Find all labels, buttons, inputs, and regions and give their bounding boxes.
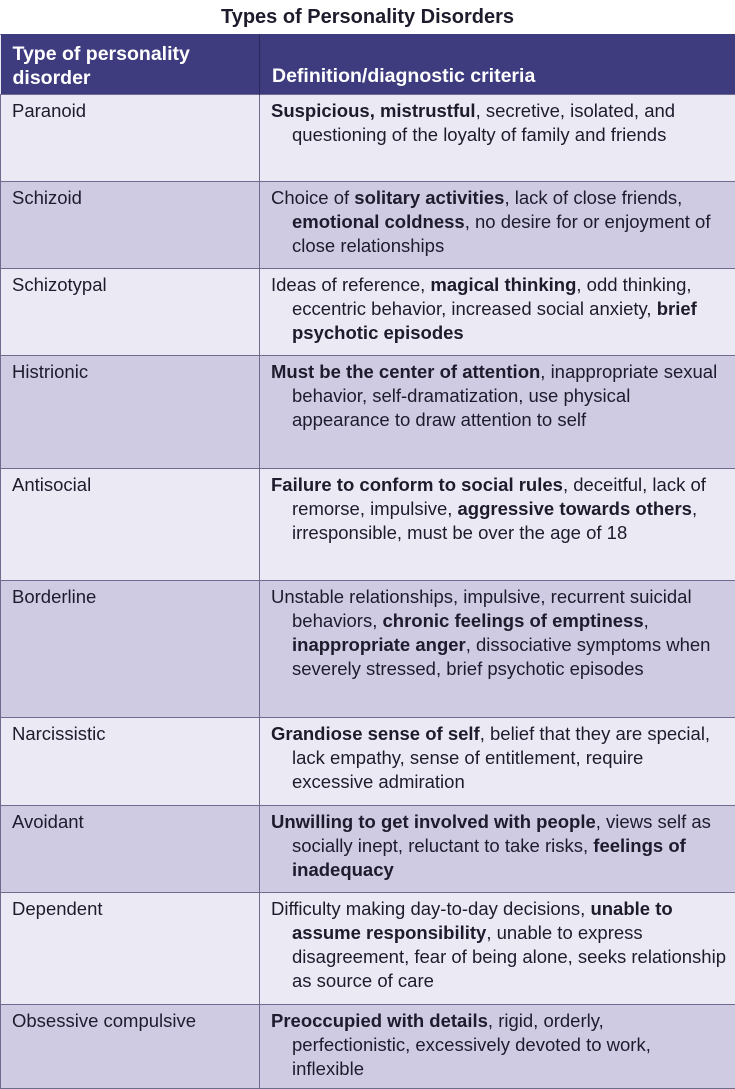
definition-fragment: Difficulty making day-to-day decisions, [271,898,590,919]
definition-fragment: , views self as socially inept, reluctant to take risks, [292,811,711,856]
table-row [1,94,735,181]
definition-fragment: , no desire for or enjoyment of close relationships [292,211,711,256]
column-header-type: Type of personality disorder [1,34,260,94]
definition-fragment: , odd thinking, eccentric behavior, increased social anxiety, [292,274,692,319]
definition-text [271,1009,727,1081]
disorder-type-cell: Dependent [1,892,260,1004]
table-header-row [1,34,735,94]
definition-fragment: , inappropriate sexual behavior, self-dramatization, use physical appearance to draw attention to self [292,361,717,430]
definition-key-term: emotional coldness [292,211,465,232]
table-row [1,181,735,268]
table-row [1,355,735,468]
disorder-type-cell: Borderline [1,580,260,717]
disorder-type-cell: Histrionic [1,355,260,468]
definition-cell [260,717,735,805]
definition-fragment: Ideas of reference, [271,274,430,295]
definition-key-term: Preoccupied with details [271,1010,488,1031]
definition-key-term: aggressive towards others [458,498,692,519]
definition-key-term: chronic feelings of emptiness [383,610,644,631]
disorder-type-cell: Schizotypal [1,268,260,355]
disorder-type-cell: Paranoid [1,94,260,181]
definition-key-term: unable to assume responsibility [292,898,673,943]
table-row [1,1004,735,1088]
definition-fragment: , rigid, orderly, perfectionistic, excessively devoted to work, inflexible [292,1010,651,1079]
disorder-type-cell: Narcissistic [1,717,260,805]
table-row [1,580,735,717]
disorder-type-cell: Schizoid [1,181,260,268]
definition-fragment: , lack of close friends, [504,187,682,208]
table-title: Types of Personality Disorders [0,0,735,35]
definition-key-term: feelings of inadequacy [292,835,686,880]
definition-cell [260,94,735,181]
definition-key-term: brief psychotic episodes [292,298,697,343]
definition-text [271,99,727,147]
disorder-type-cell: Avoidant [1,805,260,892]
definition-text [271,273,727,345]
definition-text [271,473,727,545]
disorder-type-cell: Obsessive compulsive [1,1004,260,1088]
definition-fragment: , dissociative symptoms when severely stressed, brief psychotic episodes [292,634,710,679]
definition-cell [260,268,735,355]
definition-fragment: Choice of [271,187,354,208]
definition-cell [260,181,735,268]
definition-key-term: Grandiose sense of self [271,723,480,744]
definition-cell [260,892,735,1004]
definition-text [271,897,727,993]
disorder-type-cell: Antisocial [1,468,260,580]
definition-fragment: , secretive, isolated, and questioning of the loyalty of family and friends [292,100,675,145]
definition-fragment: , [644,610,649,631]
table-row [1,468,735,580]
table-row [1,892,735,1004]
table-row [1,268,735,355]
definition-cell [260,580,735,717]
definition-fragment: Unstable relationships, impulsive, recurrent suicidal behaviors, [271,586,692,631]
definition-key-term: Unwilling to get involved with people [271,811,596,832]
definition-cell [260,355,735,468]
definition-cell [260,805,735,892]
personality-disorders-table [0,34,735,1089]
definition-fragment: , deceitful, lack of remorse, impulsive, [292,474,706,519]
definition-key-term: inappropriate anger [292,634,466,655]
definition-cell [260,1004,735,1088]
definition-text [271,360,727,432]
definition-key-term: Must be the center of attention [271,361,540,382]
definition-key-term: solitary activities [354,187,504,208]
definition-fragment: , unable to express disagreement, fear of being alone, seeks relationship as source of care [292,922,726,991]
definition-text [271,186,727,258]
definition-cell [260,468,735,580]
definition-text [271,585,727,681]
definition-fragment: , belief that they are special, lack empathy, sense of entitlement, require excessive admiration [292,723,710,792]
definition-key-term: Suspicious, mistrustful [271,100,476,121]
definition-text [271,722,727,794]
table-row [1,717,735,805]
definition-text [271,810,727,882]
definition-key-term: magical thinking [430,274,576,295]
definition-fragment: , irresponsible, must be over the age of 18 [292,498,697,543]
table-body [1,94,735,1088]
definition-key-term: Failure to conform to social rules [271,474,563,495]
column-header-definition: Definition/diagnostic criteria [260,34,735,94]
table-row [1,805,735,892]
